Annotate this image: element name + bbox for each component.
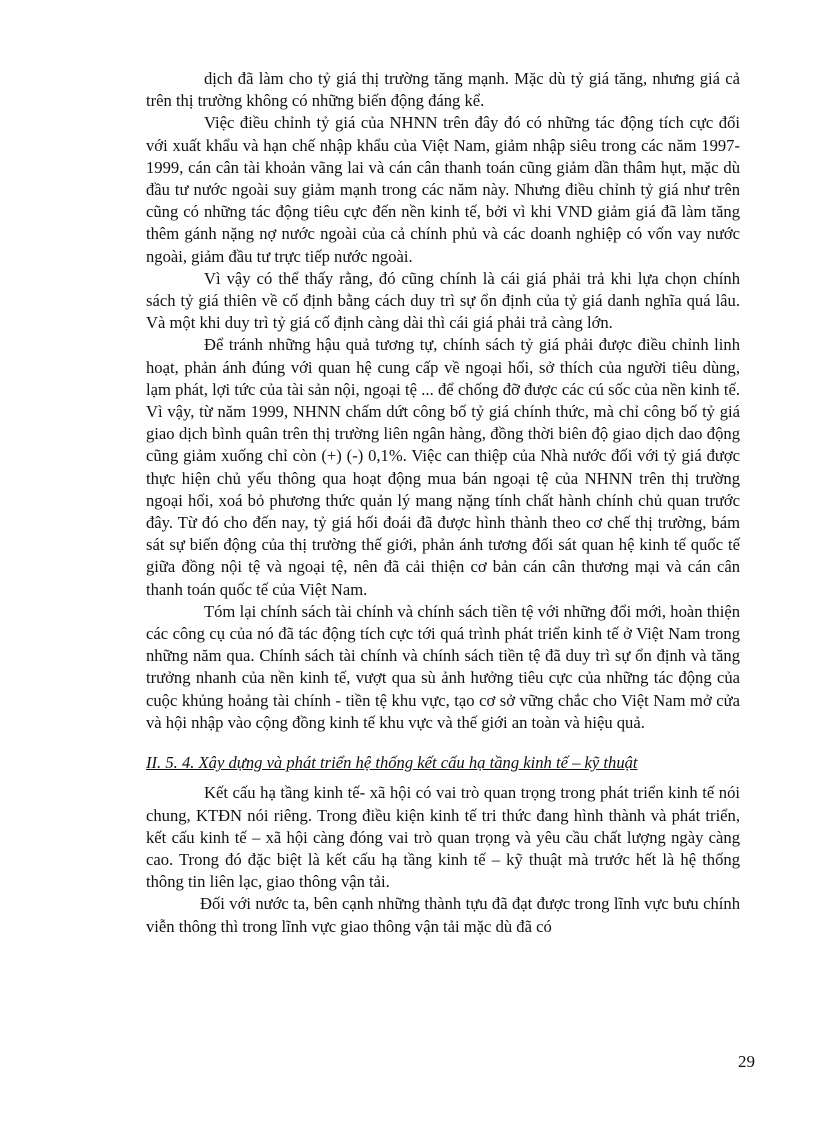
page-number: 29 (738, 1052, 755, 1071)
section-heading: II. 5. 4. Xây dựng và phát triển hệ thống kết cấu hạ tầng kinh tế – kỹ thuật (146, 753, 638, 773)
document-page (146, 68, 740, 938)
paragraph-cost-of-fixed-rate: Vì vậy có thể thấy rằng, đó cũng chính là cái giá phải trả khi lựa chọn chính sách tỷ giá thiên về cố định bằng cách duy trì sự ổn định của tỷ giá danh nghĩa quá lâu. Và một khi duy trì tỷ giá cố định càng dài thì cái giá phải trả càng lớn. (146, 268, 740, 333)
paragraph-summary: Tóm lại chính sách tài chính và chính sách tiền tệ với những đổi mới, hoàn thiện các công cụ của nó đã tác động tích cực tới quá trình phát triển kinh tế ở Việt Nam trong những năm qua. Chính sách tài chính và chính sách tiền tệ đã duy trì sự ổn định và tăng trưởng nhanh của nền kinh tế, vượt qua sù ảnh hưởng tiêu cực của những tác động của cuộc khủng hoảng tài chính - tiền tệ khu vực, tạo cơ sở vững chắc cho Việt Nam mở cửa và hội nhập vào cộng đồng kinh tế khu vực và thế giới an toàn và hiệu quả. (146, 601, 740, 732)
paragraph-flexible-policy: Để tránh những hậu quả tương tự, chính sách tỷ giá phải được điều chỉnh linh hoạt, phản ánh đúng với quan hệ cung cấp về ngoại hối, sở thích của người tiêu dùng, lạm phát, lợi tức của tài sản nội, ngoại tệ ... để chống đỡ được các cú sốc của nền kinh tế. Vì vậy, từ năm 1999, NHNN chấm dứt công bố tỷ giá chính thức, mà chỉ công bố tỷ giá giao dịch bình quân trên thị trường liên ngân hàng, đồng thời biên độ giao dịch dao động cũng giảm xuống chỉ còn (+) (-) 0,1%. Việc can thiệp của Nhà nước đối với tỷ giá được thực hiện chủ yếu thông qua hoạt động mua bán ngoại tệ của NHNN trên thị trường ngoại hối, xoá bỏ phương thức quản lý mang nặng tính chất hành chính chủ quan trước đây. Từ đó cho đến nay, tỷ giá hối đoái đã được hình thành theo cơ chế thị trường, bám sát sự biến động của thị trường thế giới, phản ánh tương đối sát quan hệ kinh tế quốc tế giữa đồng nội tệ và ngoại tệ, nên đã cải thiện cơ bản cán cân thương mại và cán cân thanh toán quốc tế của Việt Nam. (146, 335, 740, 599)
paragraph-exchange-rate-effects: Việc điều chỉnh tỷ giá của NHNN trên đây đó có những tác động tích cực đối với xuất khẩu và hạn chế nhập khẩu của Việt Nam, giảm nhập siêu trong các năm 1997-1999, cán cân tài khoản vãng lai và cán cân thanh toán cũng giảm dần thâm hụt, mặc dù đầu tư nước ngoài suy giảm mạnh trong các năm này. Nhưng điều chỉnh tỷ giá như trên cũng có những tác động tiêu cực đến nền kinh tế, bởi vì khi VND giảm giá đã làm tăng thêm gánh nặng nợ nước ngoài của cả chính phủ và các doanh nghiệp có vốn vay nước ngoài, giảm đầu tư trực tiếp nước ngoài. (146, 113, 740, 266)
paragraph-transport: Đối với nước ta, bên cạnh những thành tựu đã đạt được trong lĩnh vực bưu chính viễn thông thì trong lĩnh vực giao thông vận tải mặc dù đã có (146, 894, 740, 936)
paragraph-continuation: dịch đã làm cho tỷ giá thị trường tăng mạnh. Mặc dù tỷ giá tăng, nhưng giá cả trên thị trường không có những biến động đáng kể. (146, 69, 740, 111)
paragraph-infrastructure: Kết cấu hạ tầng kinh tế- xã hội có vai trò quan trọng trong phát triển kinh tế nói chung, KTĐN nói riêng. Trong điều kiện kinh tế tri thức đang hình thành và phát triển, kết cấu kinh tế – xã hội càng đóng vai trò quan trọng và yêu cầu chất lượng ngày càng cao. Trong đó đặc biệt là kết cấu hạ tầng kinh tế – kỹ thuật mà trước hết là hệ thống thông tin liên lạc, giao thông vận tải. (146, 783, 740, 892)
